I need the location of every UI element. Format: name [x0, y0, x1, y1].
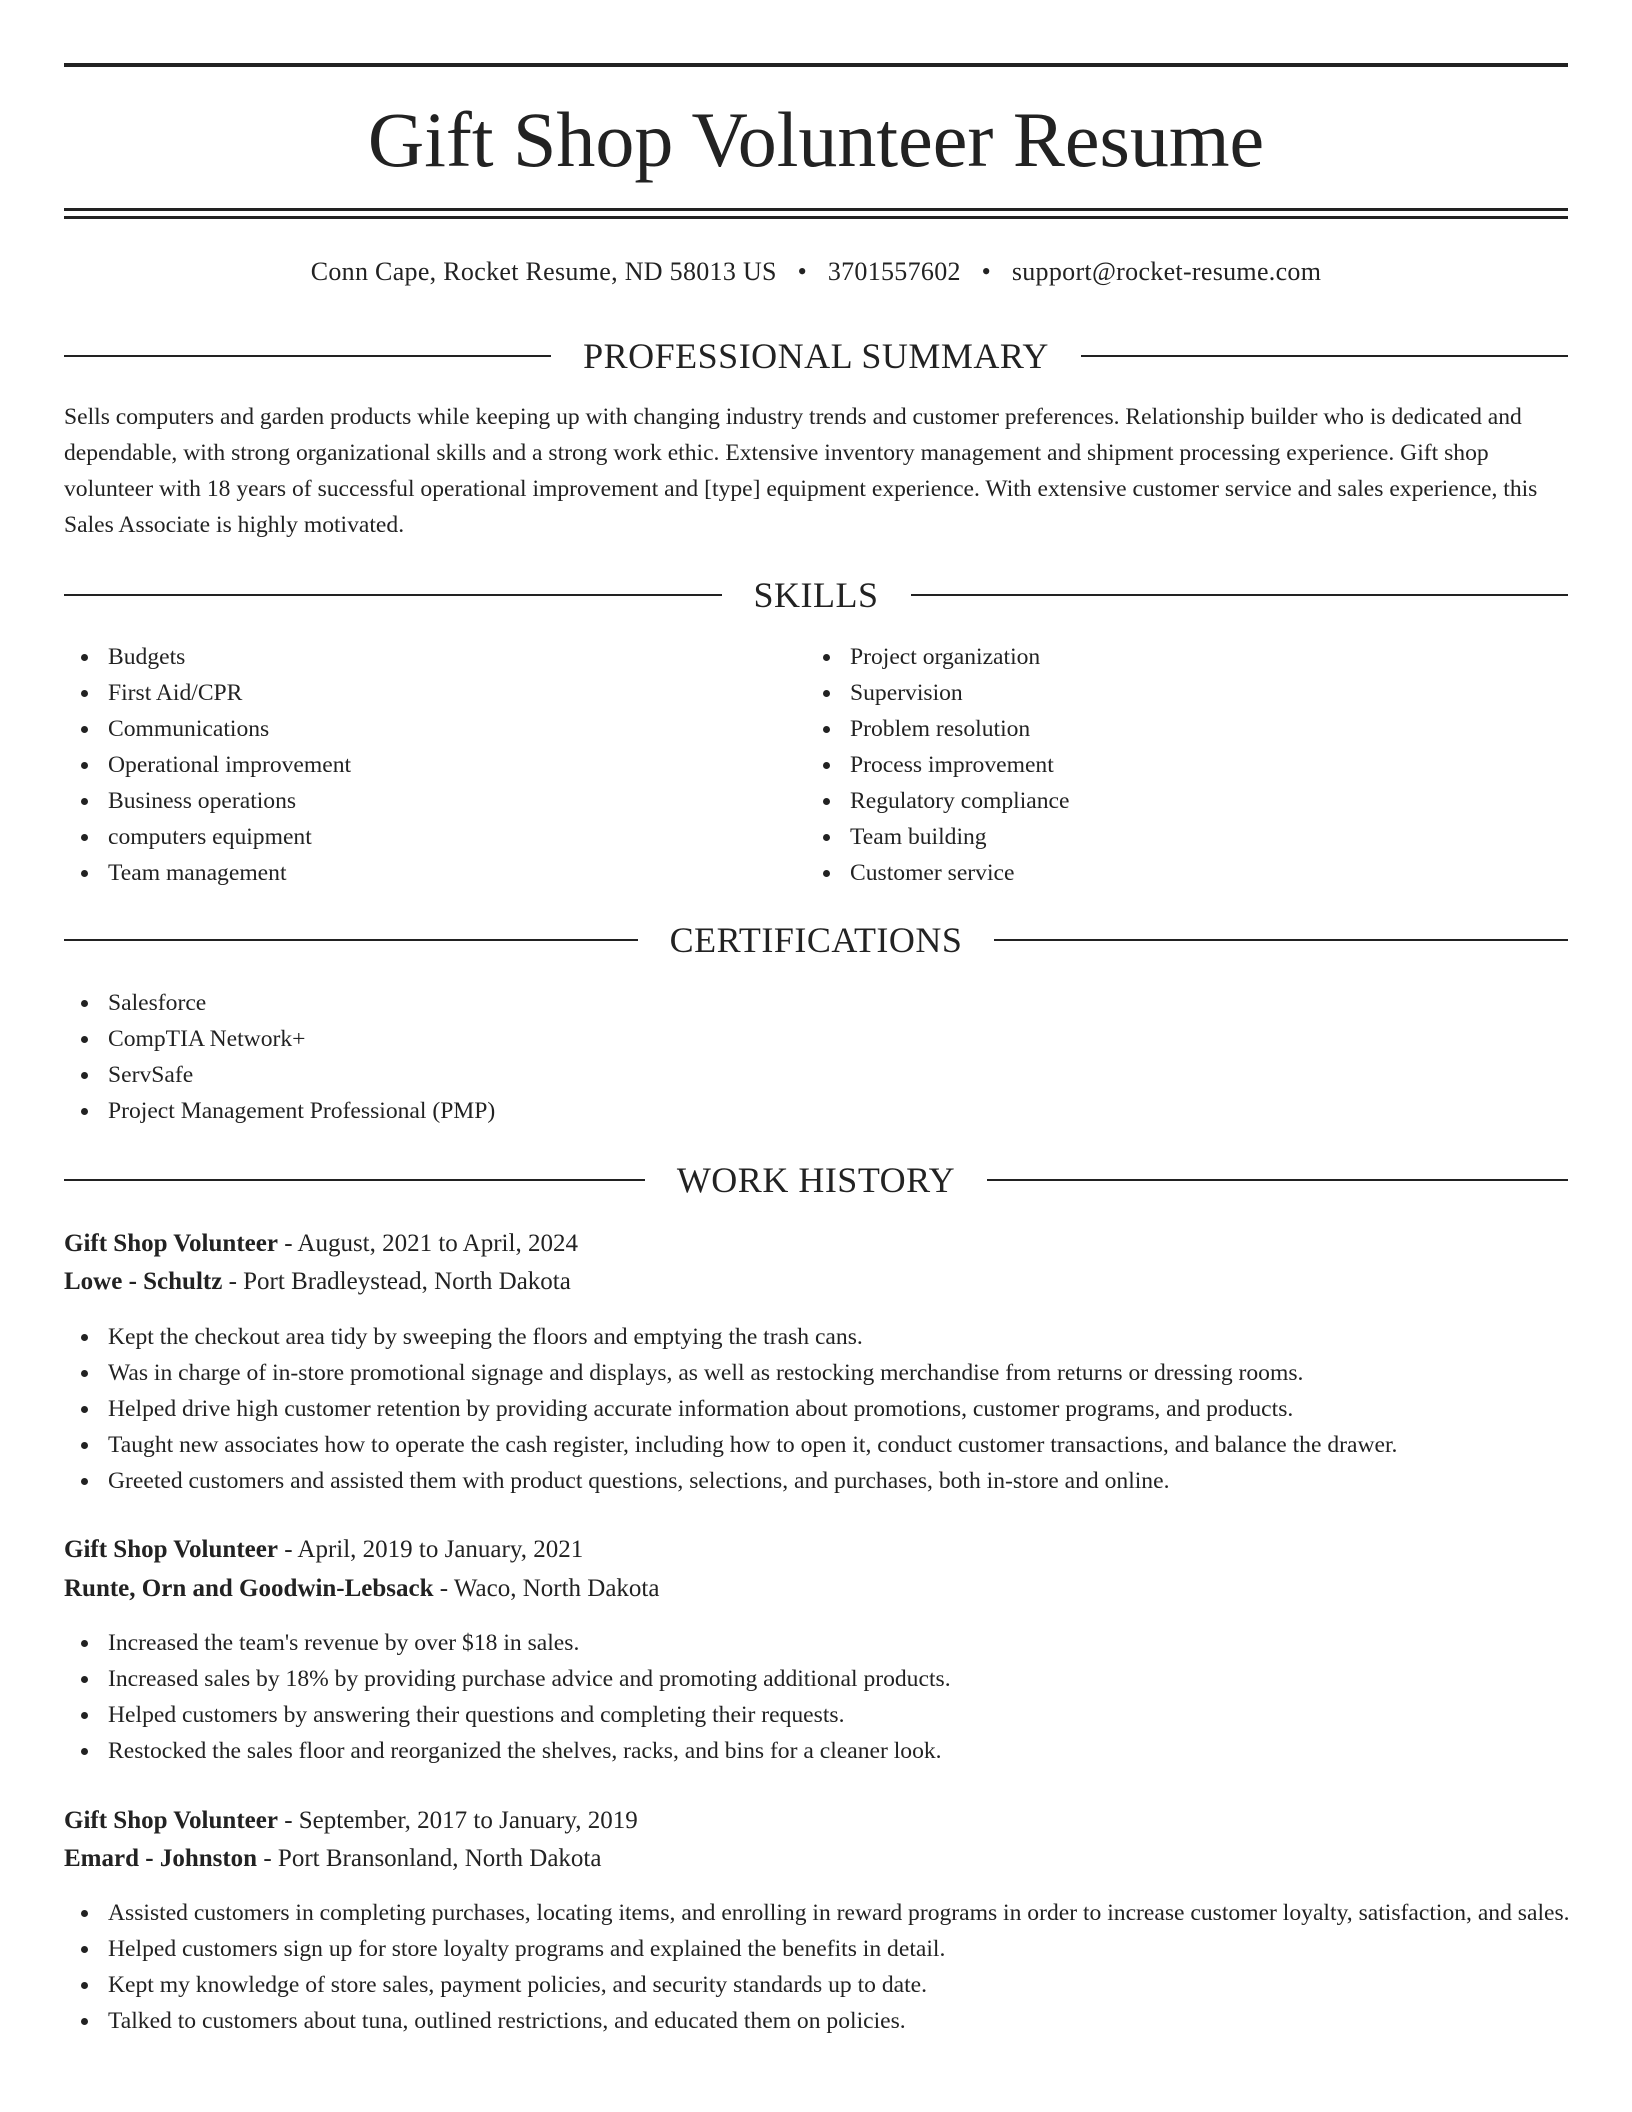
job-bullet: Increased sales by 18% by providing purchase advice and promoting additional products.	[64, 1661, 1574, 1697]
job-company: Lowe - Schultz	[64, 1268, 223, 1295]
top-rule	[64, 63, 1568, 67]
contact-separator: •	[981, 257, 992, 286]
contact-phone: 3701557602	[827, 257, 961, 286]
job-company-line	[64, 1841, 1568, 1877]
job-location: - Waco, North Dakota	[433, 1575, 660, 1602]
certifications-list	[64, 985, 1568, 1129]
certification-item: ServSafe	[64, 1057, 1568, 1093]
skill-item: Supervision	[806, 675, 1526, 711]
job-bullet: Restocked the sales floor and reorganized the shelves, racks, and bins for a cleaner look.	[64, 1733, 1574, 1769]
job-bullet: Talked to customers about tuna, outlined restrictions, and educated them on policies.	[64, 2003, 1574, 2039]
summary-text: Sells computers and garden products while keeping up with changing industry trends and customer preferences. Relationship builder who is dedicated and dependable, with strong organizational skills and a strong work ethic. Extensive inventory management and shipment processing experience. Gift shop volunteer with 18 years of successful operational improvement and [type] equipment experience. With extensive customer service and sales experience, this Sales Associate is highly motivated.	[64, 404, 1538, 538]
work-history-heading-text: WORK HISTORY	[676, 1160, 956, 1200]
job-bullet: Helped customers sign up for store loyalty programs and explained the benefits in detail.	[64, 1931, 1574, 1967]
certification-item: Salesforce	[64, 985, 1568, 1021]
job-bullet: Kept the checkout area tidy by sweeping the floors and emptying the trash cans.	[64, 1319, 1574, 1355]
job-title: Gift Shop Volunteer	[64, 1807, 278, 1834]
job-dates: - August, 2021 to April, 2024	[277, 1230, 578, 1257]
job-title-line	[64, 1532, 1568, 1568]
job-title: Gift Shop Volunteer	[64, 1536, 278, 1563]
summary-heading-text: PROFESSIONAL SUMMARY	[583, 336, 1049, 376]
work-history-heading	[64, 1158, 1568, 1202]
title-rule-lower	[64, 216, 1568, 219]
contact-address: Conn Cape, Rocket Resume, ND 58013 US	[310, 257, 777, 286]
job-title-line	[64, 1226, 1568, 1262]
skill-item: Team building	[806, 819, 1526, 855]
job-bullet: Was in charge of in-store promotional signage and displays, as well as restocking merchandise from returns or dressing rooms.	[64, 1355, 1574, 1391]
skill-item: Customer service	[806, 855, 1526, 891]
title-rule-upper	[64, 208, 1568, 211]
heading-rule-right	[987, 1179, 1568, 1181]
heading-rule-left	[64, 1179, 645, 1181]
job-bullet: Kept my knowledge of store sales, payment policies, and security standards up to date.	[64, 1967, 1574, 2003]
job-bullet: Taught new associates how to operate the cash register, including how to open it, conduct customer transactions, and balance the drawer.	[64, 1427, 1574, 1463]
skills-heading-text: SKILLS	[753, 575, 879, 615]
contact-line	[64, 252, 1568, 292]
job-bullets	[64, 1895, 1574, 2039]
certifications-heading	[64, 918, 1568, 962]
skill-item: Operational improvement	[64, 747, 784, 783]
job-bullet: Helped customers by answering their questions and completing their requests.	[64, 1697, 1574, 1733]
certifications-heading-text: CERTIFICATIONS	[669, 920, 963, 960]
job-bullet: Assisted customers in completing purchases, locating items, and enrolling in reward programs in order to increase customer loyalty, satisfaction, and sales.	[64, 1895, 1574, 1931]
skills-list-right	[806, 639, 1526, 891]
skill-item: Regulatory compliance	[806, 783, 1526, 819]
heading-rule-left	[64, 939, 638, 941]
heading-rule-right	[911, 594, 1569, 596]
job-title-line	[64, 1803, 1568, 1839]
skill-item: Process improvement	[806, 747, 1526, 783]
job-dates: - September, 2017 to January, 2019	[277, 1807, 638, 1834]
job-location: - Port Bradleystead, North Dakota	[222, 1268, 571, 1295]
skills-heading	[64, 573, 1568, 617]
job-company: Emard - Johnston	[64, 1845, 258, 1872]
resume-title: Gift Shop Volunteer Resume	[367, 96, 1265, 183]
certification-item: CompTIA Network+	[64, 1021, 1568, 1057]
certification-item: Project Management Professional (PMP)	[64, 1093, 1568, 1129]
skill-item: Problem resolution	[806, 711, 1526, 747]
skill-item: Communications	[64, 711, 784, 747]
skill-item: computers equipment	[64, 819, 784, 855]
job-company: Runte, Orn and Goodwin-Lebsack	[64, 1575, 434, 1602]
job-bullet: Increased the team's revenue by over $18 in sales.	[64, 1625, 1574, 1661]
skill-item: Team management	[64, 855, 784, 891]
contact-email: support@rocket-resume.com	[1011, 257, 1322, 286]
job-bullet: Greeted customers and assisted them with product questions, selections, and purchases, both in-store and online.	[64, 1463, 1574, 1499]
heading-rule-left	[64, 594, 722, 596]
job-company-line	[64, 1264, 1568, 1300]
skill-item: First Aid/CPR	[64, 675, 784, 711]
contact-separator: •	[797, 257, 807, 286]
heading-rule-right	[1081, 355, 1568, 357]
heading-rule-right	[994, 939, 1568, 941]
skill-item: Project organization	[806, 639, 1526, 675]
skills-list-left	[64, 639, 784, 891]
skill-item: Budgets	[64, 639, 784, 675]
skill-item: Business operations	[64, 783, 784, 819]
job-company-line	[64, 1571, 1568, 1607]
job-bullets	[64, 1625, 1574, 1769]
job-location: - Port Bransonland, North Dakota	[257, 1845, 602, 1872]
job-bullets	[64, 1319, 1574, 1499]
job-title: Gift Shop Volunteer	[64, 1230, 278, 1257]
summary-heading	[64, 334, 1568, 378]
job-dates: - April, 2019 to January, 2021	[277, 1536, 584, 1563]
heading-rule-left	[64, 355, 551, 357]
job-bullet: Helped drive high customer retention by providing accurate information about promotions, customer programs, and products.	[64, 1391, 1574, 1427]
